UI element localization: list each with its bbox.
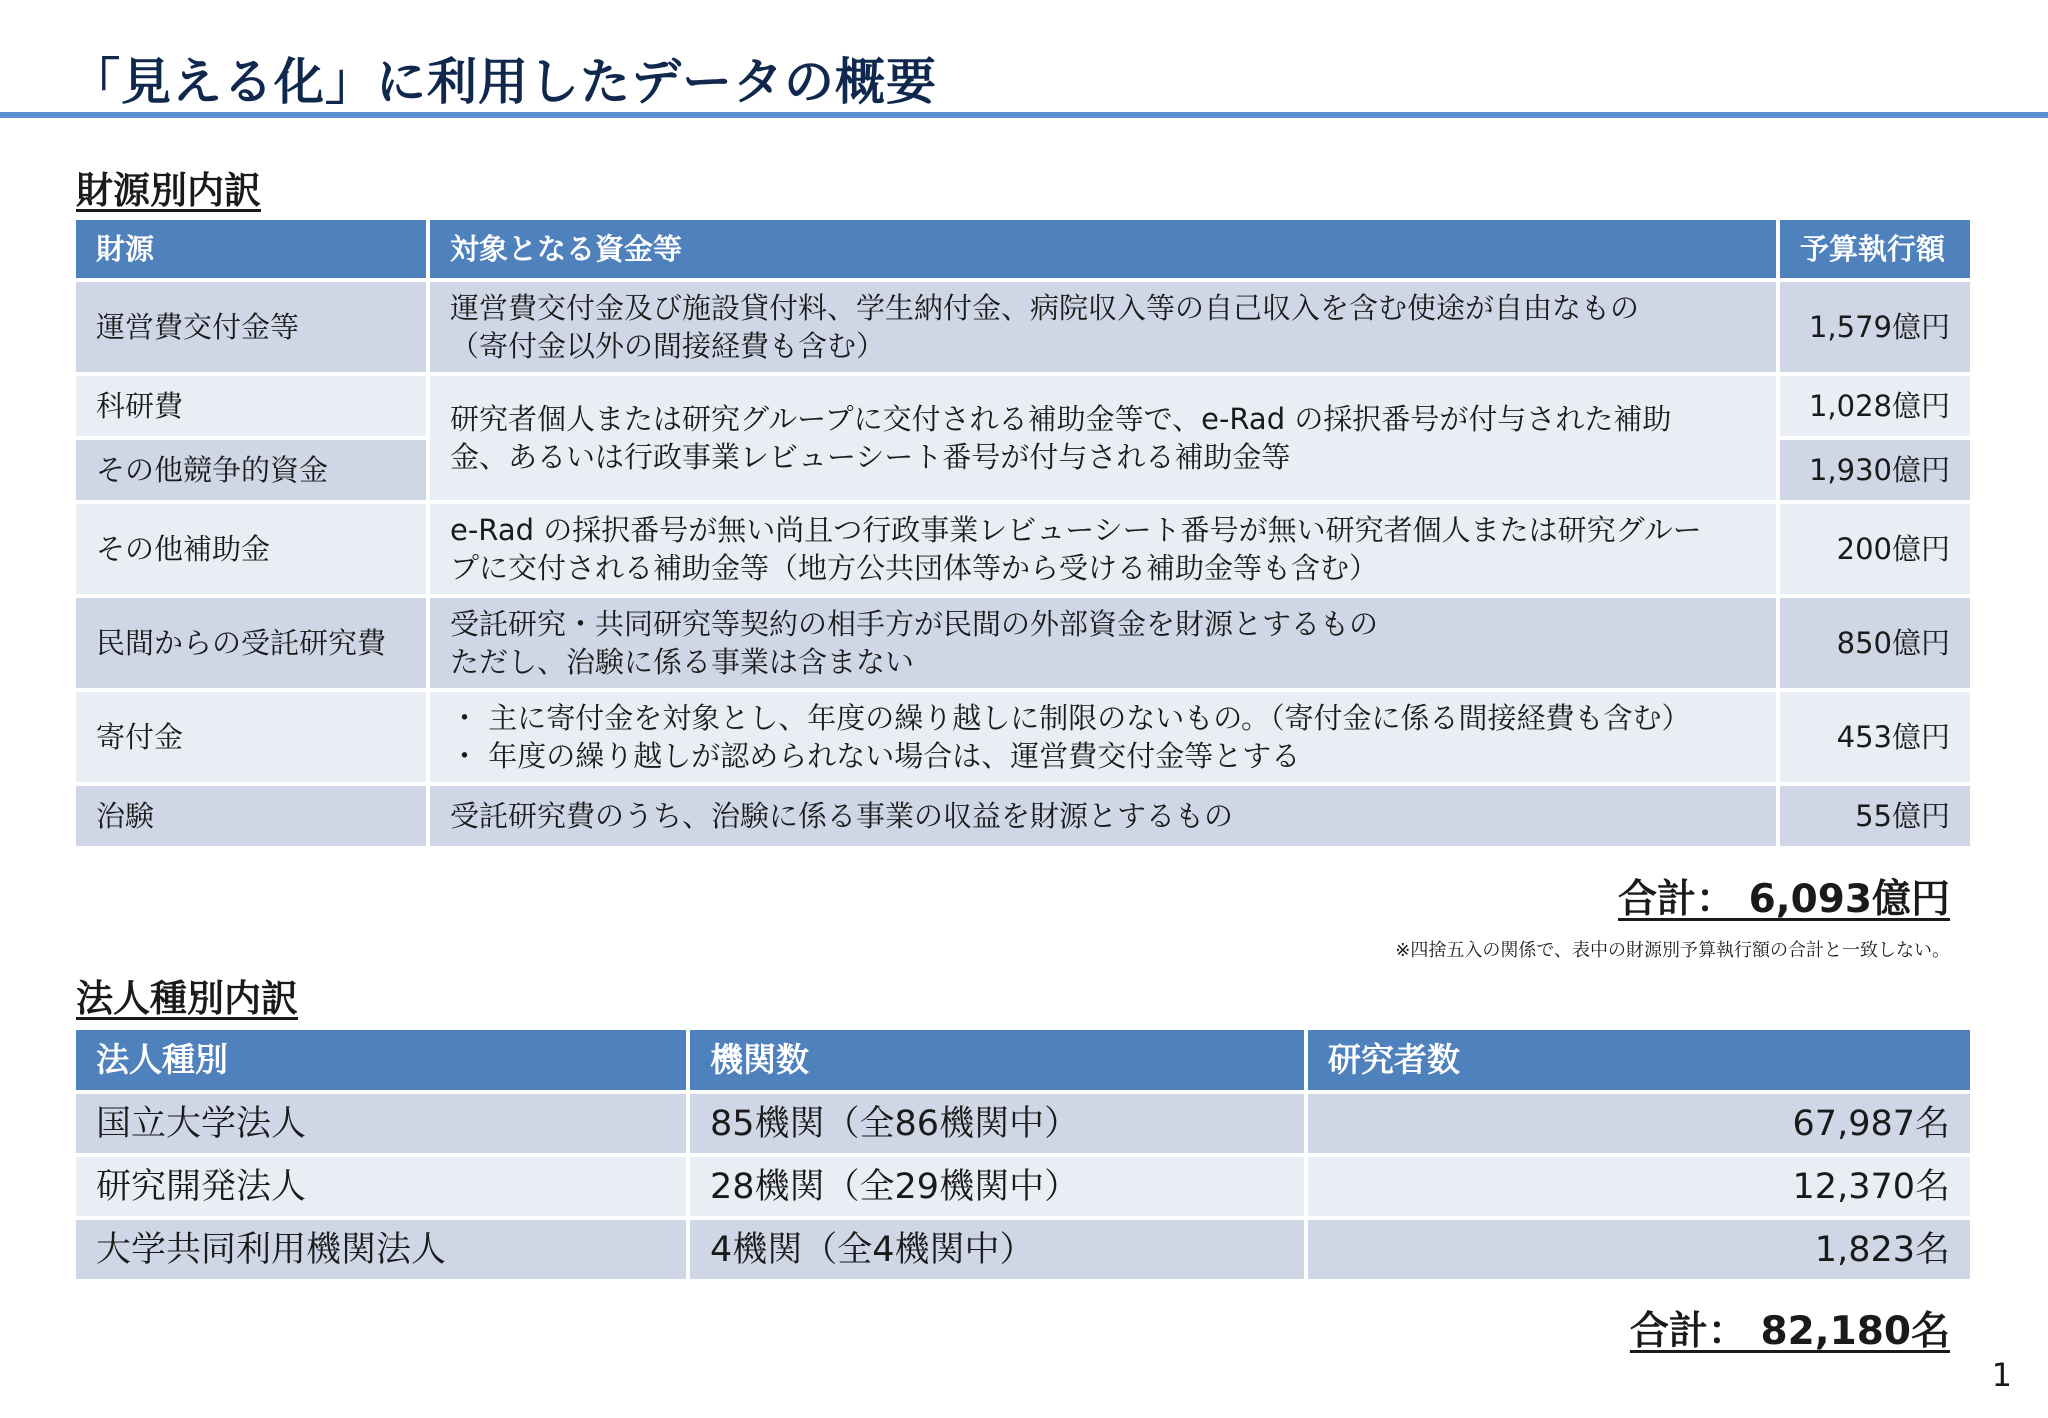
funding-source-cell: 治験: [76, 786, 426, 846]
corp-institutions-cell: 4機関（全4機関中）: [690, 1220, 1304, 1279]
funding-source-cell: 民間からの受託研究費: [76, 598, 426, 688]
funding-header-source: 財源: [76, 220, 426, 278]
target-line: 金、あるいは行政事業レビューシート番号が付与される補助金等: [450, 440, 1291, 474]
funding-target-cell-shared: [430, 376, 1776, 500]
funding-amount-cell: 1,579億円: [1780, 282, 1970, 372]
rounding-note: ※四捨五入の関係で、表中の財源別予算執行額の合計と一致しない。: [1395, 940, 1950, 961]
corp-header-institutions: 機関数: [690, 1030, 1304, 1090]
funding-amount-cell: 850億円: [1780, 598, 1970, 688]
page-number: 1: [1991, 1356, 2012, 1394]
target-line: 研究者個人または研究グループに交付される補助金等で、e-Rad の採択番号が付与された補助: [450, 402, 1672, 436]
target-line: e-Rad の採択番号が無い尚且つ行政事業レビューシート番号が無い研究者個人または研究グルー: [450, 513, 1702, 547]
corporation-section-heading: 法人種別内訳: [76, 977, 298, 1020]
target-line: 受託研究・共同研究等契約の相手方が民間の外部資金を財源とするもの: [450, 607, 1379, 641]
corp-type-cell: 大学共同利用機関法人: [76, 1220, 686, 1279]
corp-researchers-cell: 12,370名: [1308, 1157, 1970, 1216]
funding-amount-cell: 453億円: [1780, 692, 1970, 782]
target-line: （寄付金以外の間接経費も含む）: [450, 329, 886, 363]
target-line: プに交付される補助金等（地方公共団体等から受ける補助金等も含む）: [450, 551, 1379, 585]
corp-researchers-cell: 1,823名: [1308, 1220, 1970, 1279]
funding-amount-cell: 200億円: [1780, 504, 1970, 594]
funding-target-cell: [430, 692, 1776, 782]
corporation-total: 合計： 82,180名: [1629, 1309, 1950, 1354]
funding-target-cell: [430, 504, 1776, 594]
corp-type-cell: 研究開発法人: [76, 1157, 686, 1216]
corp-type-cell: 国立大学法人: [76, 1094, 686, 1153]
target-line: ・ 主に寄付金を対象とし、年度の繰り越しに制限のないもの。（寄付金に係る間接経費も含む）: [450, 701, 1691, 735]
funding-amount-cell: 1,028億円: [1780, 376, 1970, 436]
funding-header-target: 対象となる資金等: [430, 220, 1776, 278]
funding-amount-cell: 1,930億円: [1780, 440, 1970, 500]
target-line: ・ 年度の繰り越しが認められない場合は、運営費交付金等とする: [450, 739, 1301, 773]
funding-target-cell: [430, 282, 1776, 372]
funding-target-cell: [430, 598, 1776, 688]
funding-total: 合計： 6,093億円: [1618, 877, 1950, 922]
corp-institutions-cell: 28機関（全29機関中）: [690, 1157, 1304, 1216]
target-line: 運営費交付金及び施設貸付料、学生納付金、病院収入等の自己収入を含む使途が自由なもの: [450, 291, 1640, 325]
funding-table: [76, 220, 1970, 850]
funding-amount-cell: 55億円: [1780, 786, 1970, 846]
funding-source-cell: 科研費: [76, 376, 426, 436]
target-line: ただし、治験に係る事業は含まない: [450, 645, 915, 679]
funding-header-amount: 予算執行額: [1780, 220, 1970, 278]
funding-source-cell: その他競争的資金: [76, 440, 426, 500]
corp-header-type: 法人種別: [76, 1030, 686, 1090]
funding-source-cell: 寄付金: [76, 692, 426, 782]
corporation-table: [76, 1030, 1970, 1286]
funding-section-heading: 財源別内訳: [76, 169, 261, 212]
funding-target-cell: 受託研究費のうち、治験に係る事業の収益を財源とするもの: [430, 786, 1776, 846]
funding-source-cell: 運営費交付金等: [76, 282, 426, 372]
funding-source-cell: その他補助金: [76, 504, 426, 594]
corp-researchers-cell: 67,987名: [1308, 1094, 1970, 1153]
page-title: 「見える化」に利用したデータの概要: [70, 53, 937, 111]
corp-institutions-cell: 85機関（全86機関中）: [690, 1094, 1304, 1153]
corp-header-researchers: 研究者数: [1308, 1030, 1970, 1090]
title-divider: [0, 112, 2048, 118]
